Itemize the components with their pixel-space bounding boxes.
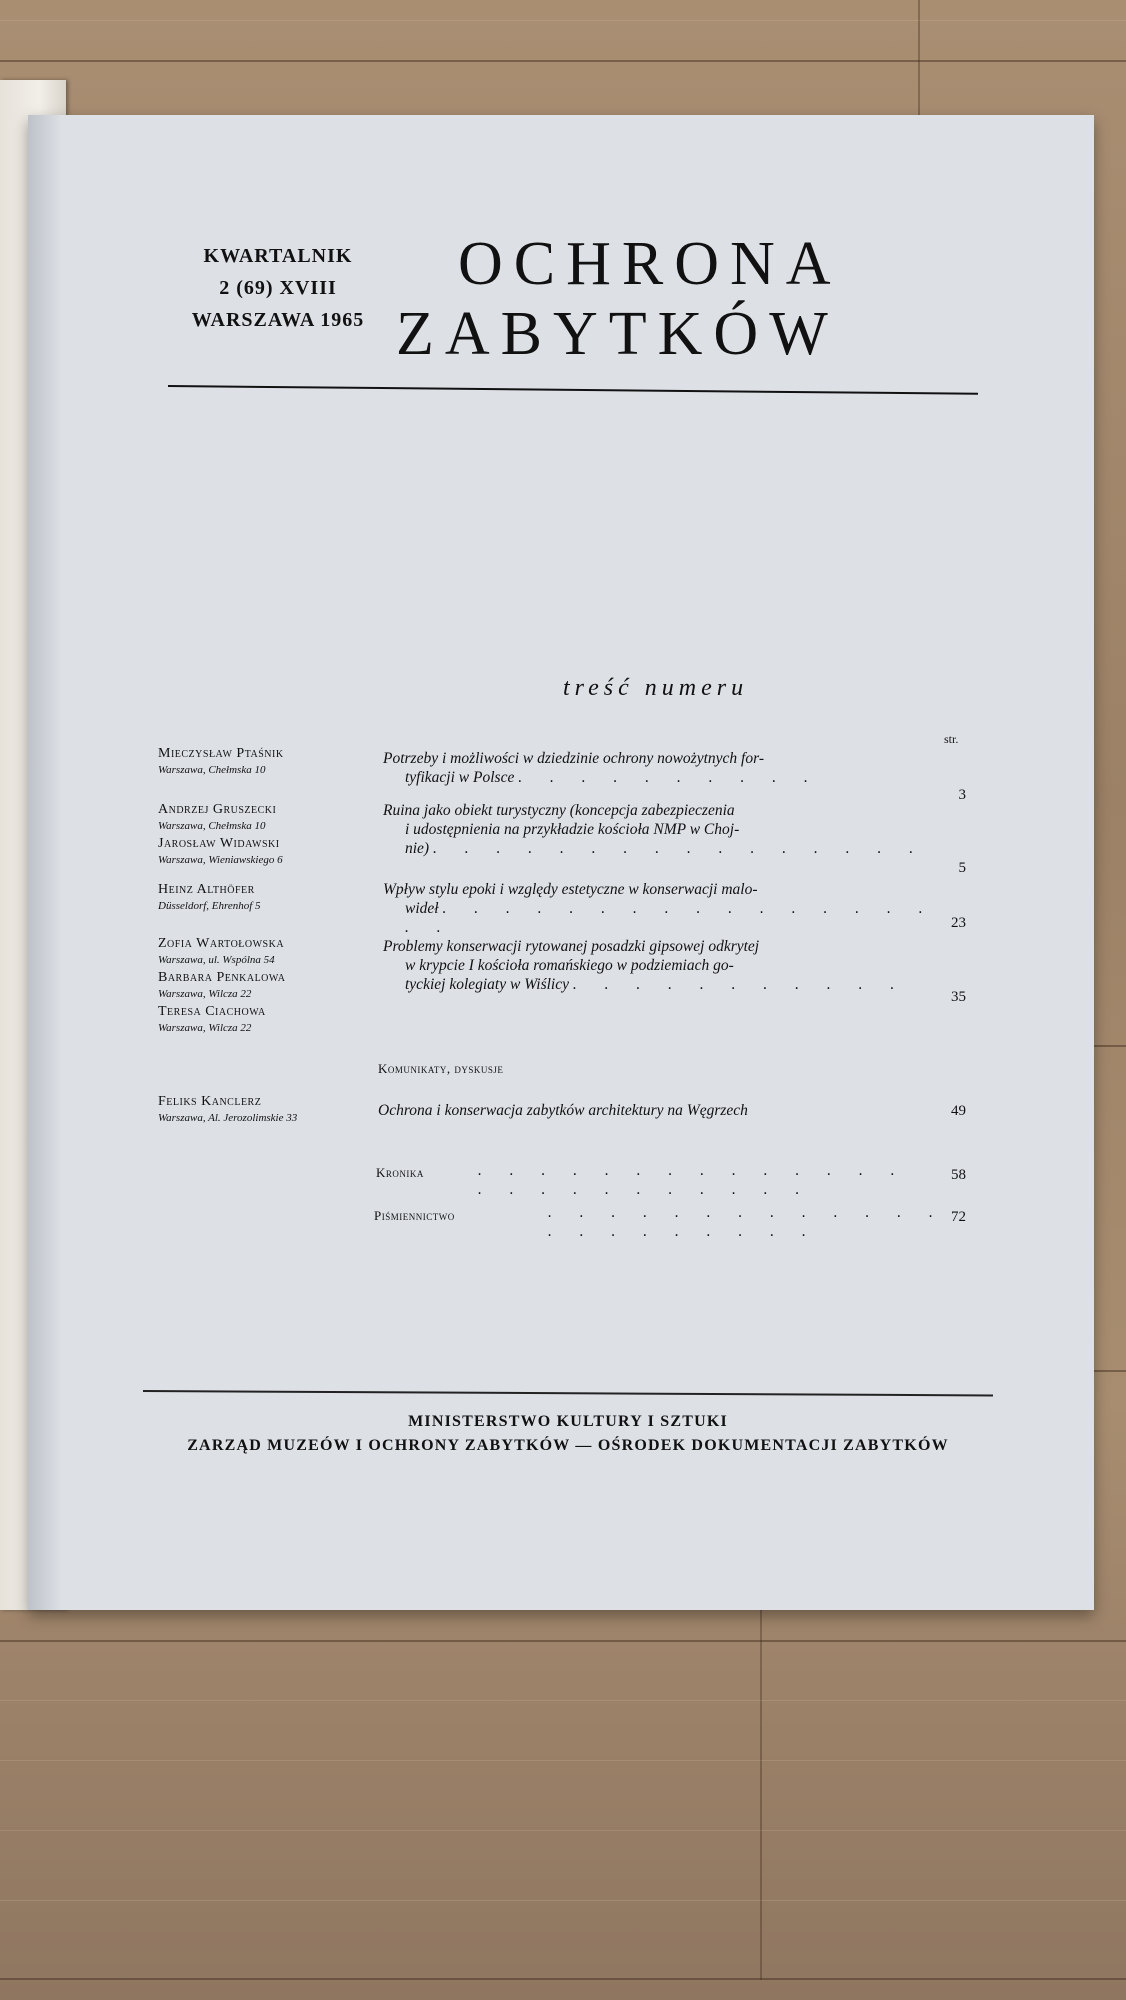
toc-komunikaty-page: 49 bbox=[951, 1103, 966, 1119]
journal-title-line1: OCHRONA bbox=[458, 230, 842, 298]
toc-entry-2-title: Ruina jako obiekt turystyczny (koncepcja zabezpieczenia i udostępnienia na przykładzie kościoła NMP w Choj- nie) . . . . . . . . . . . . . . . . bbox=[383, 802, 926, 857]
toc-entry-4-authors: Zofia Wartołowska Warszawa, ul. Wspólna 54 Barbara Penkalowa Warszawa, Wilcza 22 Teresa Ciachowa Warszawa, Wilcza 22 bbox=[158, 936, 286, 1034]
pismiennictwo-page: 72 bbox=[951, 1209, 966, 1225]
periodical-kind: KWARTALNIK bbox=[203, 245, 353, 267]
section-kronika: Kronika bbox=[376, 1165, 424, 1180]
toc-heading: treść numeru bbox=[563, 675, 749, 701]
toc-komunikaty-title: Ochrona i konserwacja zabytków architektury na Węgrzech bbox=[378, 1102, 748, 1119]
footer-board: ZARZĄD MUZEÓW I OCHRONY ZABYTKÓW — OŚRODEK DOKUMENTACJI ZABYTKÓW bbox=[187, 1437, 949, 1454]
magazine-cover-page: KWARTALNIK 2 (69) XVIII WARSZAWA 1965 OCHRONA ZABYTKÓW treść numeru str. Mieczysław Ptaśnik Warszawa, Chełmska 10 Potrzeby i możliwości w dziedzinie ochrony nowożytnych for- tyfikacji w Polsce . . . . . . . . . . 3 Andrzej Gruszecki Warszawa, Chełmska 10 Jarosław Widawski Warszawa, Wieniawskiego 6 Ruina jako obiekt turystyczny (koncepcja zabezpieczenia i udostępnienia na przykładzie kościoła NMP w Choj- nie) . . . . . . . . . . . . . . . . 5 Heinz Althöfer Düsseldorf, Ehrenhof 5 Wpływ stylu epoki i względy estetyczne w konserwacji malo- wideł . . . . . . . . . . . . . . . . . . 23 Zofia Wartołowska Warszawa, ul. Wspólna 54 Barbara Penkalowa Warszawa, Wilcza 22 Teresa Ciachowa Warszawa, Wilcza 22 Problemy konserwacji rytowanej posadzki gipsowej odkrytej w krypcie I kościoła romańskiego w podziemiach go- tyckiej kolegiaty w Wiślicy . . . . . . . . . . . 35 Komunikaty, dyskusje Feliks Kanclerz Warszawa, Al. Jerozolimskie 33 Ochrona i konserwacja zabytków architektury na Węgrzech 49 Kronika . . . . . . . . . . . . . . . . . . . . . . . . . 58 Piśmiennictwo . . . . . . . . . . . . . . . . . . . . . . 72 MINISTERSTWO KULTURY I SZTUKI ZARZĄD MUZEÓW I OCHRONY ZABYTKÓW — OŚRODEK DOKUMENTACJI ZABYTKÓW bbox=[28, 115, 1094, 1610]
footer-ministry: MINISTERSTWO KULTURY I SZTUKI bbox=[408, 1413, 728, 1430]
section-pismiennictwo: Piśmiennictwo bbox=[374, 1208, 455, 1223]
toc-entry-4-page: 35 bbox=[951, 989, 966, 1005]
toc-entry-4-title: Problemy konserwacji rytowanej posadzki gipsowej odkrytej w krypcie I kościoła romańskiego w podziemiach go- tyckiej kolegiaty w Wiślicy . . . . . . . . . . . bbox=[383, 938, 907, 993]
footer-rule bbox=[143, 1390, 993, 1396]
toc-entry-3-authors: Heinz Althöfer Düsseldorf, Ehrenhof 5 bbox=[158, 882, 261, 912]
place-year: WARSZAWA 1965 bbox=[191, 309, 365, 331]
toc-entry-2-page: 5 bbox=[958, 860, 966, 876]
masthead-rule bbox=[168, 385, 978, 395]
toc-entry-1-title: Potrzeby i możliwości w dziedzinie ochrony nowożytnych for- tyfikacji w Polsce . . . . . . . . . . bbox=[383, 750, 820, 786]
toc-entry-2-authors: Andrzej Gruszecki Warszawa, Chełmska 10 Jarosław Widawski Warszawa, Wieniawskiego 6 bbox=[158, 802, 283, 866]
journal-title-line2: ZABYTKÓW bbox=[396, 300, 839, 368]
issue-number: 2 (69) XVIII bbox=[219, 277, 337, 299]
toc-entry-1-page: 3 bbox=[958, 787, 966, 803]
toc-entry-1-authors: Mieczysław Ptaśnik Warszawa, Chełmska 10 bbox=[158, 746, 284, 776]
page-column-label: str. bbox=[944, 732, 959, 746]
toc-entry-3-title: Wpływ stylu epoki i względy estetyczne w konserwacji malo- wideł . . . . . . . . . . . . . . . . . . bbox=[383, 881, 935, 936]
section-komunikaty: Komunikaty, dyskusje bbox=[378, 1061, 504, 1076]
toc-entry-3-page: 23 bbox=[951, 915, 966, 931]
kronika-page: 58 bbox=[951, 1167, 966, 1183]
masthead-meta bbox=[168, 240, 388, 336]
toc-komunikaty-authors: Feliks Kanclerz Warszawa, Al. Jerozolimskie 33 bbox=[158, 1094, 298, 1124]
